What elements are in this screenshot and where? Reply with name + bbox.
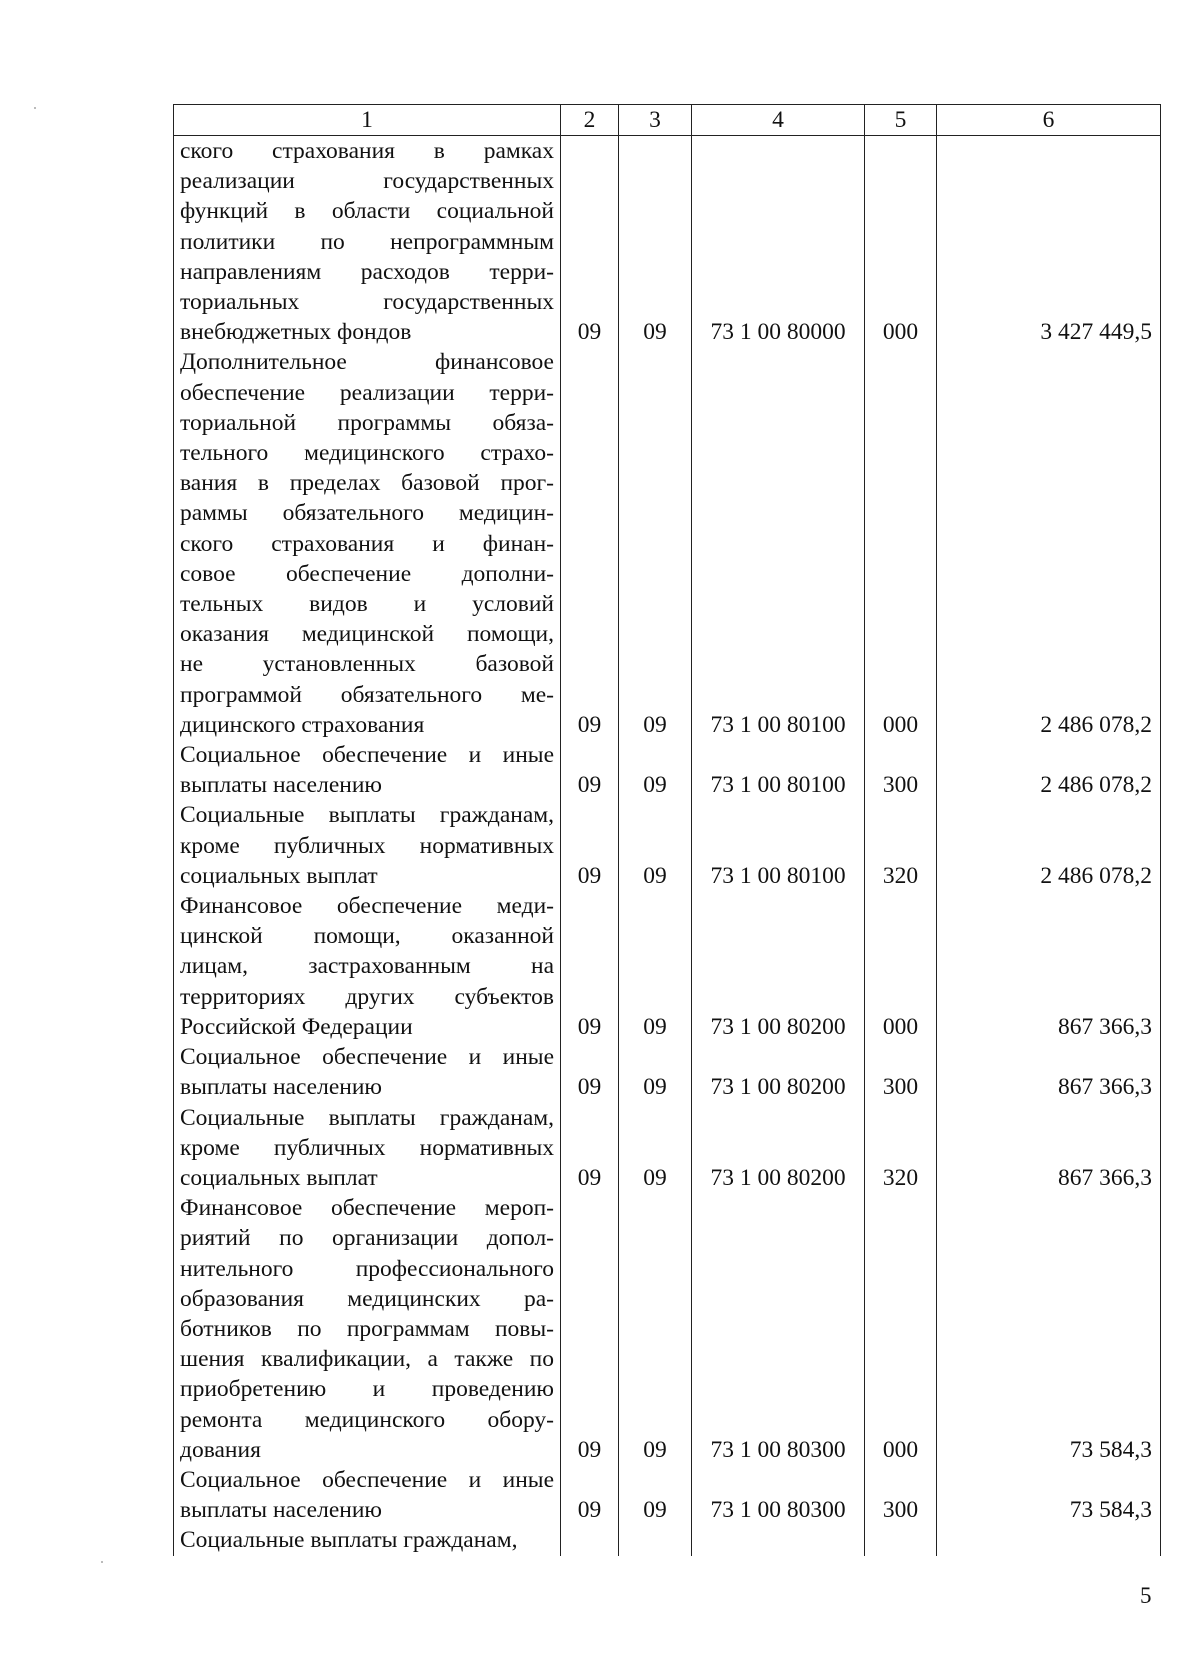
description-line: совое обеспечение дополни- xyxy=(180,560,554,587)
row-description xyxy=(174,136,561,348)
description-line: ботников по программам повы- xyxy=(180,1315,554,1342)
table-row xyxy=(174,800,1161,891)
table-row xyxy=(174,136,1161,348)
column-header-2: 2 xyxy=(561,105,619,136)
table-row xyxy=(174,347,1161,740)
target-article-code: 73 1 00 80200 xyxy=(710,1013,846,1040)
section-code: 09 xyxy=(577,1497,602,1524)
section-code: 09 xyxy=(577,1074,602,1101)
expense-type-code: 300 xyxy=(882,1074,919,1101)
section-code-cell xyxy=(561,136,619,348)
expense-type-code: 000 xyxy=(882,711,919,738)
description-line: приобретению и проведению xyxy=(180,1376,554,1403)
section-code: 09 xyxy=(577,319,602,346)
description-line: вания в пределах базовой прог- xyxy=(180,470,554,497)
description-line: дования xyxy=(180,1436,261,1463)
row-description xyxy=(174,1525,561,1555)
subsection-code: 09 xyxy=(643,319,667,346)
description-line: ского страхования и финан- xyxy=(180,530,554,557)
amount: 867 366,3 xyxy=(1058,1164,1152,1191)
amount-cell xyxy=(937,347,1161,740)
table-row xyxy=(174,891,1161,1042)
expense-type-code-cell xyxy=(865,1525,937,1555)
target-article-code-cell xyxy=(692,1103,865,1194)
row-description xyxy=(174,1193,561,1465)
amount: 867 366,3 xyxy=(1058,1074,1152,1101)
description-line: ториальных государственных xyxy=(180,289,554,316)
target-article-code-cell xyxy=(692,1465,865,1525)
subsection-code: 09 xyxy=(643,862,667,889)
column-header-5: 5 xyxy=(865,105,937,136)
section-code-cell xyxy=(561,1193,619,1465)
description-line: ского страхования в рамках xyxy=(180,138,554,164)
target-article-code: 73 1 00 80200 xyxy=(710,1074,846,1101)
amount: 2 486 078,2 xyxy=(1040,711,1152,738)
target-article-code: 73 1 00 80100 xyxy=(710,862,846,889)
subsection-code: 09 xyxy=(643,1074,667,1101)
description-line: Российской Федерации xyxy=(180,1013,413,1040)
table-row xyxy=(174,1103,1161,1194)
target-article-code: 73 1 00 80300 xyxy=(710,1436,846,1463)
target-article-code: 73 1 00 80200 xyxy=(710,1164,846,1191)
section-code-cell xyxy=(561,891,619,1042)
expense-type-code: 000 xyxy=(882,1013,919,1040)
subsection-code: 09 xyxy=(643,1013,667,1040)
table-row xyxy=(174,740,1161,800)
expense-type-code-cell xyxy=(865,1465,937,1525)
expense-type-code-cell xyxy=(865,347,937,740)
amount-cell xyxy=(937,1465,1161,1525)
section-code: 09 xyxy=(577,1164,602,1191)
subsection-code: 09 xyxy=(643,1164,667,1191)
column-header-1: 1 xyxy=(174,105,561,136)
expense-type-code: 300 xyxy=(882,772,919,799)
row-description xyxy=(174,740,561,800)
subsection-code-cell xyxy=(619,1042,692,1102)
description-line: шения квалификации, а также по xyxy=(180,1346,554,1373)
description-line: Финансовое обеспечение мероп- xyxy=(180,1195,554,1222)
section-code-cell xyxy=(561,1525,619,1555)
target-article-code-cell xyxy=(692,740,865,800)
description-line: программой обязательного ме- xyxy=(180,681,554,708)
expense-type-code: 000 xyxy=(882,1436,919,1463)
subsection-code-cell xyxy=(619,800,692,891)
table-row xyxy=(174,1193,1161,1465)
column-header-6: 6 xyxy=(937,105,1161,136)
description-line: выплаты населению xyxy=(180,772,382,799)
subsection-code-cell xyxy=(619,347,692,740)
table-row xyxy=(174,1525,1161,1555)
description-line: образования медицинских ра- xyxy=(180,1285,554,1312)
subsection-code: 09 xyxy=(643,1436,667,1463)
description-line: направлениям расходов терри- xyxy=(180,258,554,285)
amount-cell xyxy=(937,136,1161,348)
description-line: социальных выплат xyxy=(180,1164,378,1191)
description-line: Социальные выплаты гражданам, xyxy=(180,1104,554,1131)
description-line: Социальное обеспечение и иные xyxy=(180,1044,554,1071)
section-code-cell xyxy=(561,800,619,891)
expense-type-code-cell xyxy=(865,1103,937,1194)
section-code: 09 xyxy=(577,1436,602,1463)
description-line: реализации государственных xyxy=(180,168,554,195)
target-article-code: 73 1 00 80000 xyxy=(710,319,846,346)
description-line: риятий по организации допол- xyxy=(180,1225,554,1252)
table-body xyxy=(174,136,1161,1556)
subsection-code-cell xyxy=(619,1193,692,1465)
description-line: обеспечение реализации терри- xyxy=(180,379,554,406)
column-header-3: 3 xyxy=(619,105,692,136)
amount-cell xyxy=(937,891,1161,1042)
description-line: дицинского страхования xyxy=(180,711,425,738)
section-code: 09 xyxy=(577,1013,602,1040)
target-article-code-cell xyxy=(692,1193,865,1465)
subsection-code-cell xyxy=(619,1525,692,1555)
amount: 73 584,3 xyxy=(1069,1436,1152,1463)
subsection-code-cell xyxy=(619,1103,692,1194)
scan-speck xyxy=(101,1561,103,1563)
description-line: Социальные выплаты гражданам, xyxy=(180,802,554,829)
expense-type-code-cell xyxy=(865,1193,937,1465)
expense-type-code: 000 xyxy=(882,319,919,346)
subsection-code-cell xyxy=(619,891,692,1042)
table-header-row xyxy=(174,105,1161,136)
amount: 867 366,3 xyxy=(1058,1013,1152,1040)
description-line: территориях других субъектов xyxy=(180,983,554,1010)
row-description xyxy=(174,347,561,740)
row-description xyxy=(174,800,561,891)
description-line: нительного профессионального xyxy=(180,1255,554,1282)
description-line: лицам, застрахованным на xyxy=(180,953,554,980)
row-description xyxy=(174,891,561,1042)
description-line: внебюджетных фондов xyxy=(180,319,412,346)
target-article-code-cell xyxy=(692,800,865,891)
target-article-code-cell xyxy=(692,1525,865,1555)
expense-type-code: 320 xyxy=(882,1164,919,1191)
expense-type-code-cell xyxy=(865,1042,937,1102)
scan-speck xyxy=(34,107,36,109)
description-line: выплаты населению xyxy=(180,1074,382,1101)
section-code-cell xyxy=(561,1042,619,1102)
description-line: цинской помощи, оказанной xyxy=(180,923,554,950)
row-description xyxy=(174,1465,561,1525)
amount: 73 584,3 xyxy=(1069,1497,1152,1524)
amount-cell xyxy=(937,1042,1161,1102)
target-article-code-cell xyxy=(692,1042,865,1102)
description-line: Социальное обеспечение и иные xyxy=(180,742,554,769)
section-code-cell xyxy=(561,1465,619,1525)
subsection-code: 09 xyxy=(643,711,667,738)
expense-type-code-cell xyxy=(865,136,937,348)
target-article-code-cell xyxy=(692,136,865,348)
amount-cell xyxy=(937,1525,1161,1555)
description-line: ториальной программы обяза- xyxy=(180,409,554,436)
description-line: Дополнительное финансовое xyxy=(180,349,554,376)
description-line: не установленных базовой xyxy=(180,651,554,678)
page-number: 5 xyxy=(1140,1583,1152,1608)
amount: 2 486 078,2 xyxy=(1040,772,1152,799)
subsection-code: 09 xyxy=(643,1497,667,1524)
section-code: 09 xyxy=(577,711,602,738)
expense-type-code-cell xyxy=(865,891,937,1042)
amount: 2 486 078,2 xyxy=(1040,862,1152,889)
description-line: Социальное обеспечение и иные xyxy=(180,1466,554,1493)
description-line: Финансовое обеспечение меди- xyxy=(180,893,554,920)
expense-type-code: 320 xyxy=(882,862,919,889)
amount-cell xyxy=(937,740,1161,800)
description-line: раммы обязательного медицин- xyxy=(180,500,554,527)
description-line: кроме публичных нормативных xyxy=(180,832,554,859)
amount-cell xyxy=(937,1193,1161,1465)
description-line: тельного медицинского страхо- xyxy=(180,440,554,467)
description-line: тельных видов и условий xyxy=(180,591,554,618)
description-line: ремонта медицинского обору- xyxy=(180,1406,554,1433)
section-code-cell xyxy=(561,347,619,740)
amount: 3 427 449,5 xyxy=(1040,319,1152,346)
target-article-code-cell xyxy=(692,347,865,740)
expense-type-code-cell xyxy=(865,740,937,800)
target-article-code: 73 1 00 80100 xyxy=(710,711,846,738)
subsection-code-cell xyxy=(619,136,692,348)
row-description xyxy=(174,1103,561,1194)
section-code: 09 xyxy=(577,772,602,799)
amount-cell xyxy=(937,1103,1161,1194)
section-code-cell xyxy=(561,740,619,800)
description-line: функций в области социальной xyxy=(180,198,554,225)
description-line: социальных выплат xyxy=(180,862,378,889)
table-row xyxy=(174,1465,1161,1525)
description-line: Социальные выплаты гражданам, xyxy=(180,1527,518,1554)
description-line: выплаты населению xyxy=(180,1497,382,1524)
section-code: 09 xyxy=(577,862,602,889)
target-article-code: 73 1 00 80100 xyxy=(710,772,846,799)
table-row xyxy=(174,1042,1161,1102)
amount-cell xyxy=(937,800,1161,891)
section-code-cell xyxy=(561,1103,619,1194)
budget-table xyxy=(173,104,1161,1556)
description-line: политики по непрограммным xyxy=(180,228,554,255)
subsection-code-cell xyxy=(619,740,692,800)
row-description xyxy=(174,1042,561,1102)
subsection-code-cell xyxy=(619,1465,692,1525)
expense-type-code-cell xyxy=(865,800,937,891)
column-header-4: 4 xyxy=(692,105,865,136)
description-line: оказания медицинской помощи, xyxy=(180,621,554,648)
subsection-code: 09 xyxy=(643,772,667,799)
target-article-code: 73 1 00 80300 xyxy=(710,1497,846,1524)
expense-type-code: 300 xyxy=(882,1497,919,1524)
target-article-code-cell xyxy=(692,891,865,1042)
description-line: кроме публичных нормативных xyxy=(180,1134,554,1161)
